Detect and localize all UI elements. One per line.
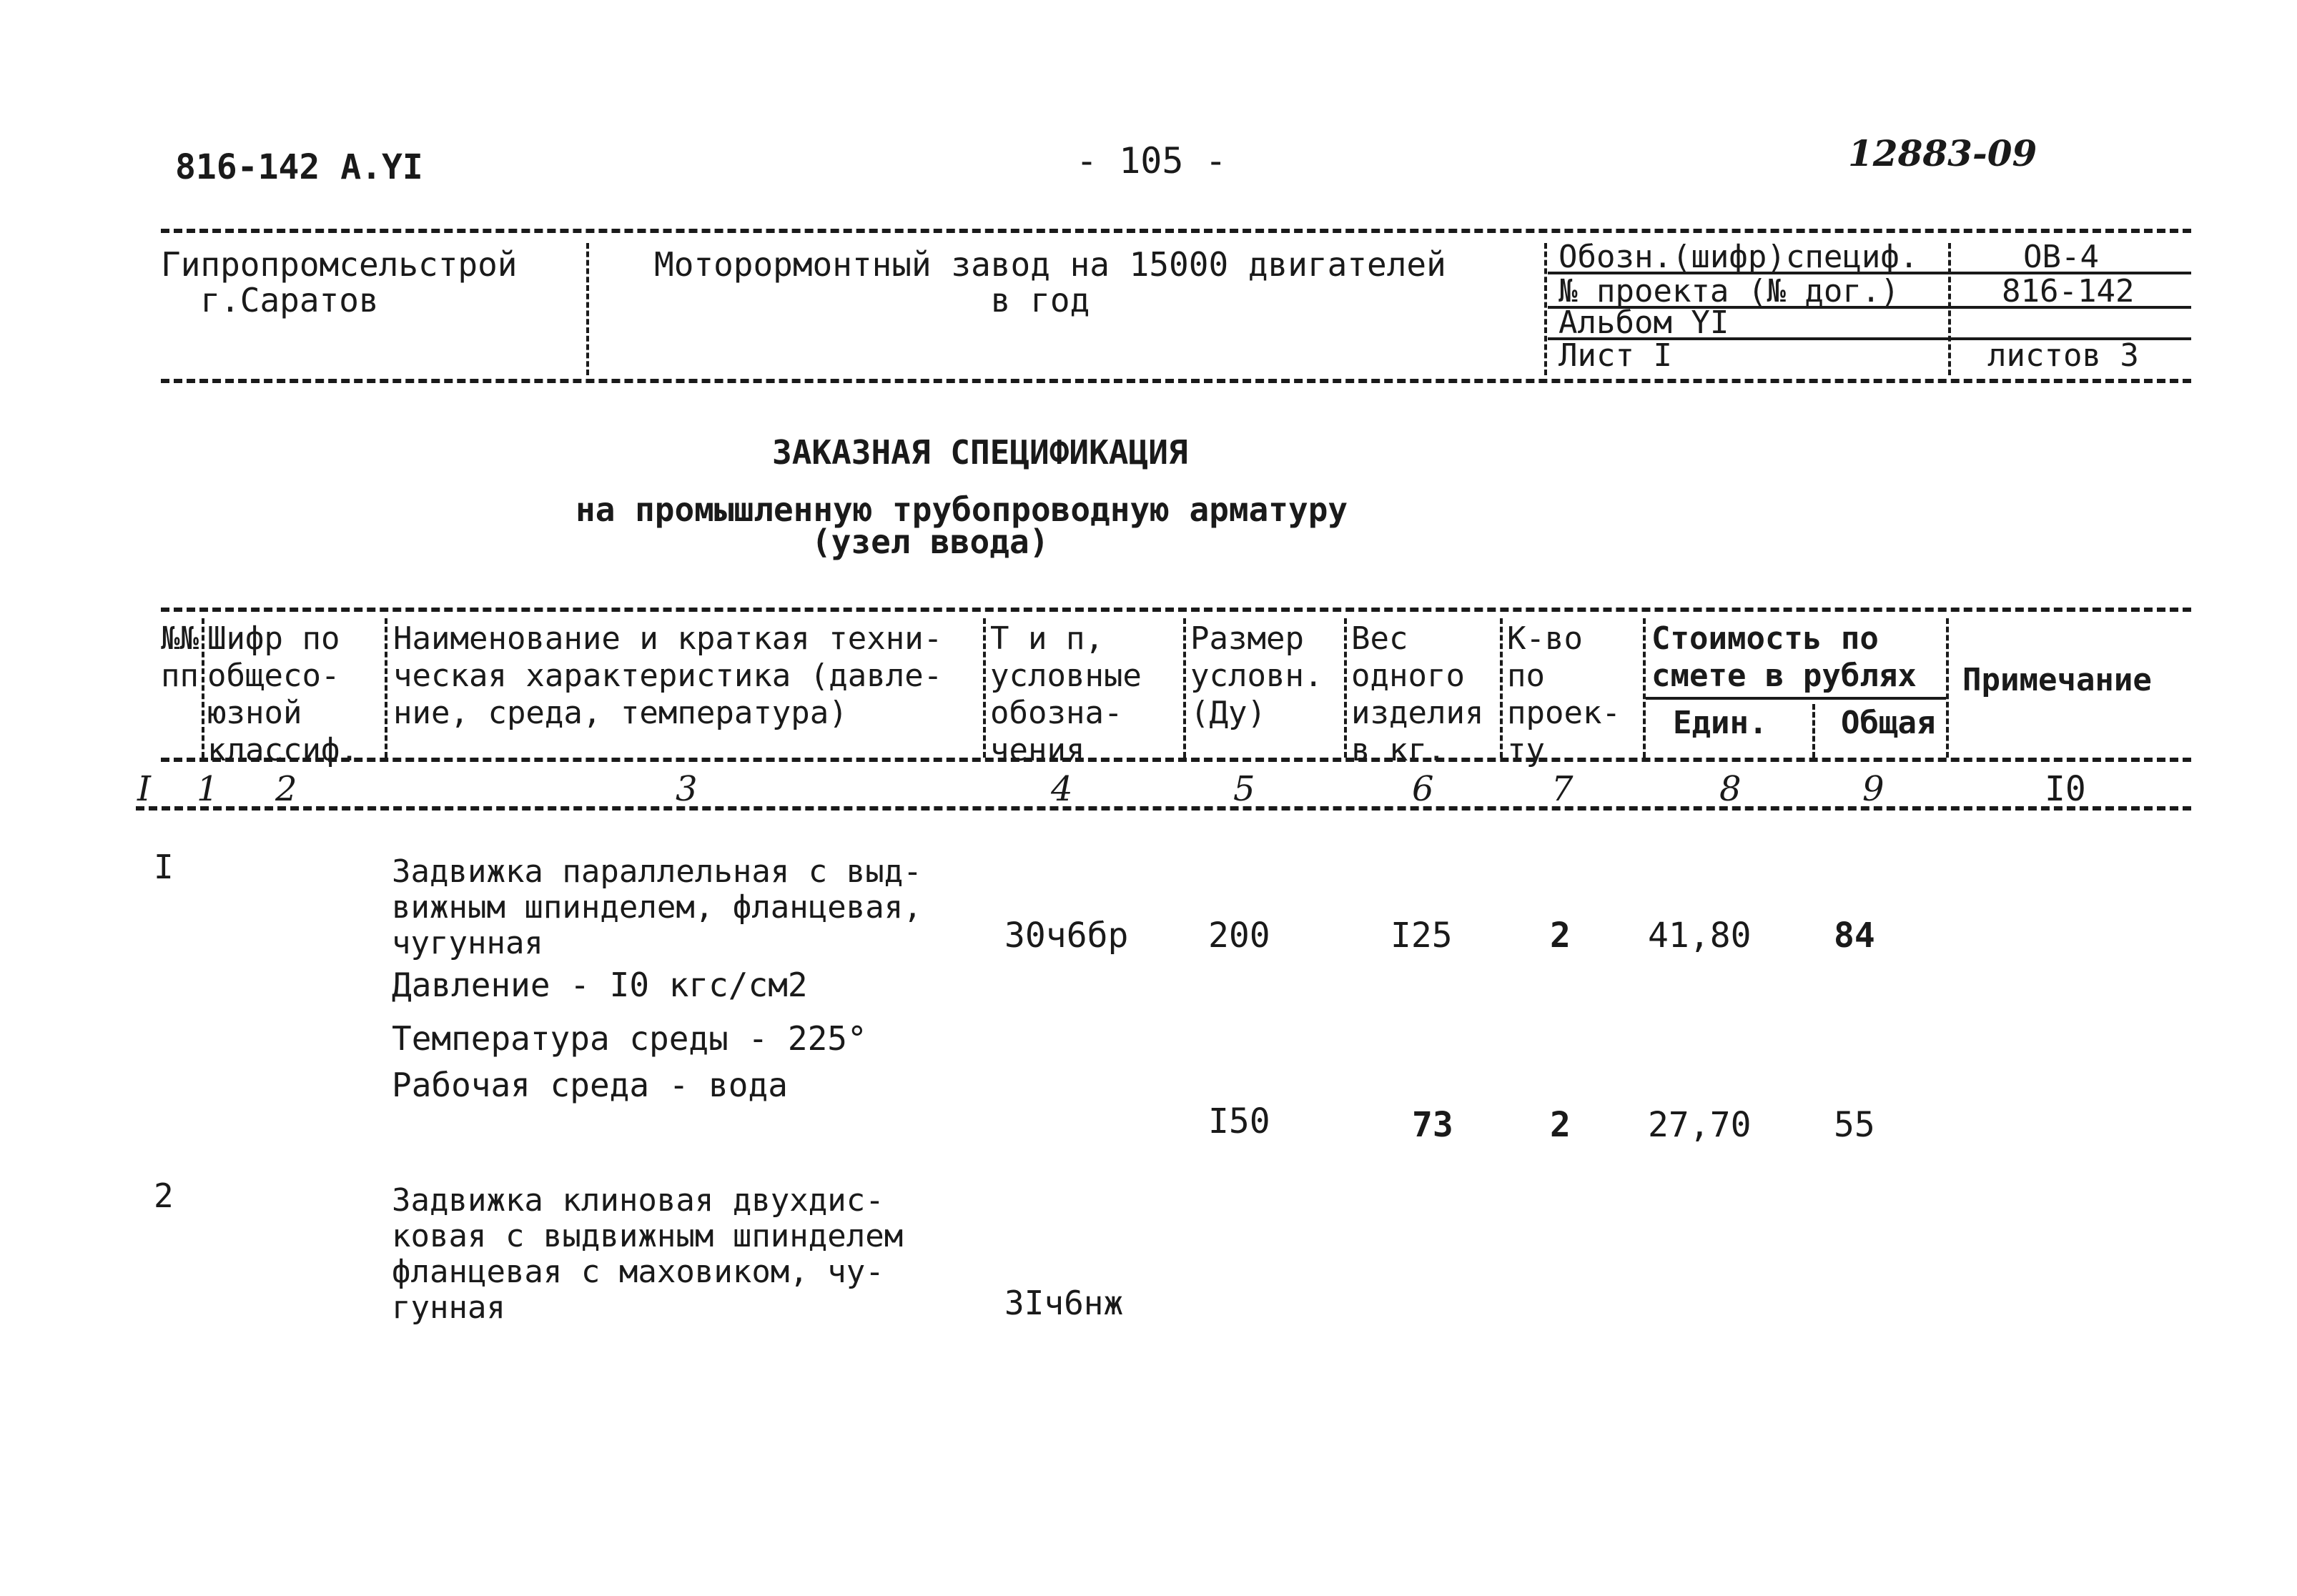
stamp-field-value: листов 3 [1987,337,2139,374]
item-medium: Рабочая среда - вода [392,1066,788,1104]
col-header-name: Наименование и краткая техни- ческая характеристика (давле- ние, среда, температура) [393,620,943,731]
col-header-num: №№ пп [161,620,199,694]
item-unit-price-alt: 27,70 [1648,1105,1752,1145]
column-number: 7 [1551,769,1574,809]
col-divider [1812,704,1815,758]
col-divider [1500,618,1503,758]
column-number: 3 [676,769,698,809]
column-number: 4 [1051,769,1073,809]
col-header-code: Шифр по общесо- юзной классиф. [207,620,359,768]
column-number: 5 [1233,769,1255,809]
stamp-top-border [161,229,2191,233]
column-number: 9 [1862,769,1884,809]
column-numbers-bottom-line [136,806,2191,811]
col-divider [1183,618,1186,758]
item-size-alt: I50 [1208,1101,1270,1141]
stamp-divider-1 [586,243,589,375]
col-divider [202,618,204,758]
column-number: 2 [275,769,297,809]
col-header-total: Общая [1841,705,1936,741]
col-divider [385,618,387,758]
col-header-unit-price: Един. [1673,705,1768,741]
item-name: Задвижка клиновая двухдис- ковая с выдвижным шпинделем фланцевая с маховиком, чу- гунная [392,1182,904,1326]
row-number: I [154,848,174,886]
item-weight-alt: 73 [1412,1105,1453,1145]
item-temperature: Температура среды - 225° [392,1019,867,1058]
column-numbers-top-line [161,758,2191,762]
col-header-weight: Вес одного изделия в кг. [1351,620,1484,768]
item-unit-price: 41,80 [1648,916,1752,956]
item-total: 84 [1834,916,1875,956]
column-number: 6 [1412,769,1434,809]
col-divider [1344,618,1347,758]
stamp-field-label: Альбом YI [1558,304,1729,341]
column-number: I0 [2045,769,2086,809]
col-header-qty: К-во по проек- ту [1507,620,1621,768]
stamp-field-label: Лист I [1558,337,1672,374]
col-divider [1643,618,1646,758]
stamp-divider-2 [1544,243,1547,375]
col-header-type: Т и п, условные обозна- чения [990,620,1142,768]
col-divider [1946,618,1949,758]
item-total-alt: 55 [1834,1105,1875,1145]
handwritten-number: 12883-09 [1848,132,2037,174]
item-type: 3Iч6нж [1004,1284,1124,1322]
stamp-field-value: 816-142 [2002,273,2135,309]
stamp-bottom-border [161,379,2191,383]
item-name: Задвижка параллельная с выд- вижным шпинделем, фланцевая, чугунная [392,853,922,961]
column-number: 8 [1719,769,1742,809]
item-size: 200 [1208,916,1270,956]
table-header-top-border [161,608,2191,612]
stamp-field-value: ОВ-4 [2023,239,2099,275]
item-weight: I25 [1390,916,1453,956]
item-qty: 2 [1550,916,1571,956]
spec-subtitle: на промышленную трубопроводную арматуру [576,490,1348,529]
column-number: I [137,769,151,809]
cost-group-underline [1646,697,1946,700]
item-type: 30ч6бр [1004,916,1129,956]
spec-subtitle-2: (узел ввода) [811,522,1049,561]
stamp-divider-3 [1948,243,1951,375]
col-header-size: Размер условн. (Ду) [1190,620,1323,731]
col-header-notes: Примечание [1962,662,2152,698]
document-code: 816-142 A.YI [175,147,423,187]
row-number: 2 [154,1176,174,1215]
stamp-field-label: № проекта (№ дог.) [1558,273,1900,309]
column-number: 1 [197,769,219,809]
page-number: - 105 - [1076,140,1227,182]
item-qty-alt: 2 [1550,1105,1571,1145]
stamp-project-title: Моторормонтный завод на 15000 двигателей в год [654,245,1446,319]
col-divider [983,618,986,758]
spec-title: ЗАКАЗНАЯ СПЕЦИФИКАЦИЯ [772,433,1188,472]
stamp-field-label: Обозн.(шифр)специф. [1558,239,1919,275]
item-pressure: Давление - I0 кгс/см2 [392,966,808,1004]
stamp-organization: Гипропромсельстрой г.Саратов [161,245,518,319]
col-header-cost-group: Стоимость по смете в рублях [1651,620,1917,694]
